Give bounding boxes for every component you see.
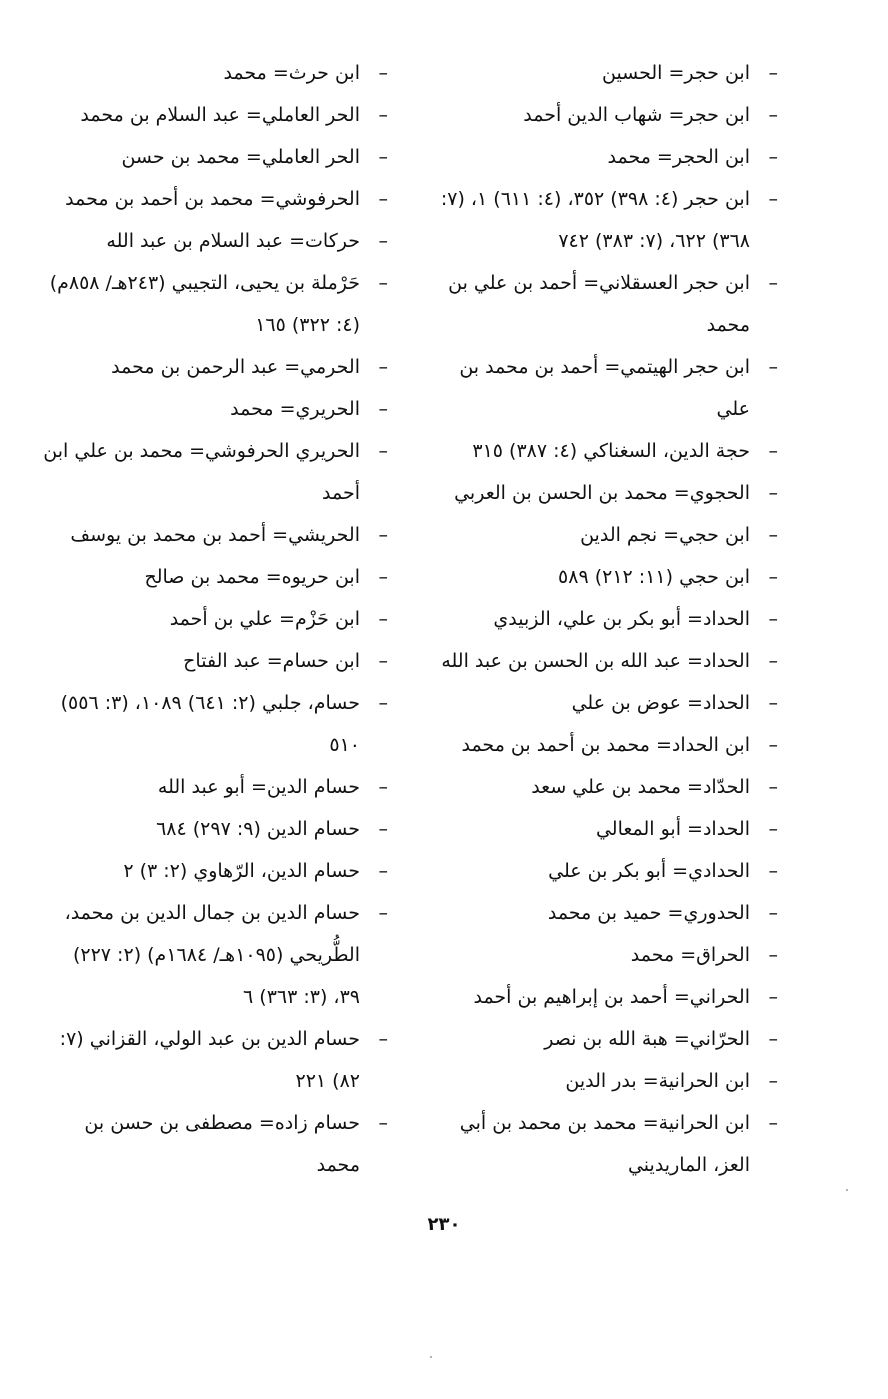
index-entry: – الحريشي= أحمد بن محمد بن يوسف — [43, 514, 388, 556]
scan-speck — [846, 1189, 848, 1191]
index-entry: – الحدوري= حميد بن محمد — [428, 892, 778, 934]
index-entry: – ابن حرث= محمد — [43, 52, 388, 94]
index-entry: – الحراق= محمد — [428, 934, 778, 976]
index-entry: – الحجوي= محمد بن الحسن بن العربي — [428, 472, 778, 514]
index-entry: – ابن الحجر= محمد — [428, 136, 778, 178]
index-entry: – الحرفوشي= محمد بن أحمد بن محمد — [43, 178, 388, 220]
index-entry: – الحريري الحرفوشي= محمد بن علي ابن أحمد — [43, 430, 388, 514]
scan-speck — [430, 1356, 432, 1358]
index-entry: – حركات= عبد السلام بن عبد الله — [43, 220, 388, 262]
index-entry: – حسام الدين (٩: ٢٩٧) ٦٨٤ — [43, 808, 388, 850]
index-entry: – ابن الحداد= محمد بن أحمد بن محمد — [428, 724, 778, 766]
index-entry: – الحرّاني= هبة الله بن نصر — [428, 1018, 778, 1060]
index-entry: – الحريري= محمد — [43, 388, 388, 430]
index-entry: – حجة الدين، السغناكي (٤: ٣٨٧) ٣١٥ — [428, 430, 778, 472]
index-entry: – الحر العاملي= عبد السلام بن محمد — [43, 94, 388, 136]
index-entry: – حسام الدين، الرّهاوي (٢: ٣) ٢ — [43, 850, 388, 892]
index-entry: – ابن حريوه= محمد بن صالح — [43, 556, 388, 598]
page-number: ٢٣٠ — [427, 1214, 461, 1235]
index-entry: – ابن حجر= شهاب الدين أحمد — [428, 94, 778, 136]
left-index-column — [43, 52, 388, 1186]
index-entry: – حَرْملة بن يحيى، التجيبي (٢٤٣هـ/ ٨٥٨م) (٤: ٣٢٢) ١٦٥ — [43, 262, 388, 346]
index-entry: – حسام زاده= مصطفى بن حسن بن محمد — [43, 1102, 388, 1186]
index-entry: – الحراني= أحمد بن إبراهيم بن أحمد — [428, 976, 778, 1018]
index-entry: – ابن حجي (١١: ٢١٢) ٥٨٩ — [428, 556, 778, 598]
index-entry: – الحداد= عوض بن علي — [428, 682, 778, 724]
index-entry: – ابن الحرانية= بدر الدين — [428, 1060, 778, 1102]
index-entry: – ابن الحرانية= محمد بن محمد بن أبي العز، الماريديني — [428, 1102, 778, 1186]
index-entry: – ابن حَزْم= علي بن أحمد — [43, 598, 388, 640]
index-entry: – الحرمي= عبد الرحمن بن محمد — [43, 346, 388, 388]
index-entry: – الحداد= عبد الله بن الحسن بن عبد الله — [428, 640, 778, 682]
index-entry: – الحر العاملي= محمد بن حسن — [43, 136, 388, 178]
index-entry: – الحداد= أبو المعالي — [428, 808, 778, 850]
index-entry: – ابن حجر= الحسين — [428, 52, 778, 94]
index-entry: – حسام الدين بن عبد الولي، القزاني (٧: ٨٢) ٢٢١ — [43, 1018, 388, 1102]
index-entry: – الحدادي= أبو بكر بن علي — [428, 850, 778, 892]
index-entry: – حسام الدين بن جمال الدين بن محمد، الطُّريحي (١٠٩٥هـ/ ١٦٨٤م) (٢: ٢٢٧) ٣٩، (٣: ٣٦٣) ٦ — [43, 892, 388, 1018]
index-entry: – ابن حسام= عبد الفتاح — [43, 640, 388, 682]
right-index-column — [428, 52, 778, 1186]
index-entry: – ابن حجر (٤: ٣٩٨) ٣٥٢، (٤: ٦١١) ١، (٧: ٣٦٨) ٦٢٢، (٧: ٣٨٣) ٧٤٢ — [428, 178, 778, 262]
index-entry: – الحداد= أبو بكر بن علي، الزبيدي — [428, 598, 778, 640]
index-entry: – حسام الدين= أبو عبد الله — [43, 766, 388, 808]
index-entry: – الحدّاد= محمد بن علي سعد — [428, 766, 778, 808]
index-entry: – ابن حجر الهيتمي= أحمد بن محمد بن علي — [428, 346, 778, 430]
index-entry: – ابن حجر العسقلاني= أحمد بن علي بن محمد — [428, 262, 778, 346]
index-entry: – ابن حجي= نجم الدين — [428, 514, 778, 556]
index-entry: – حسام، جلبي (٢: ٦٤١) ١٠٨٩، (٣: ٥٥٦) ٥١٠ — [43, 682, 388, 766]
